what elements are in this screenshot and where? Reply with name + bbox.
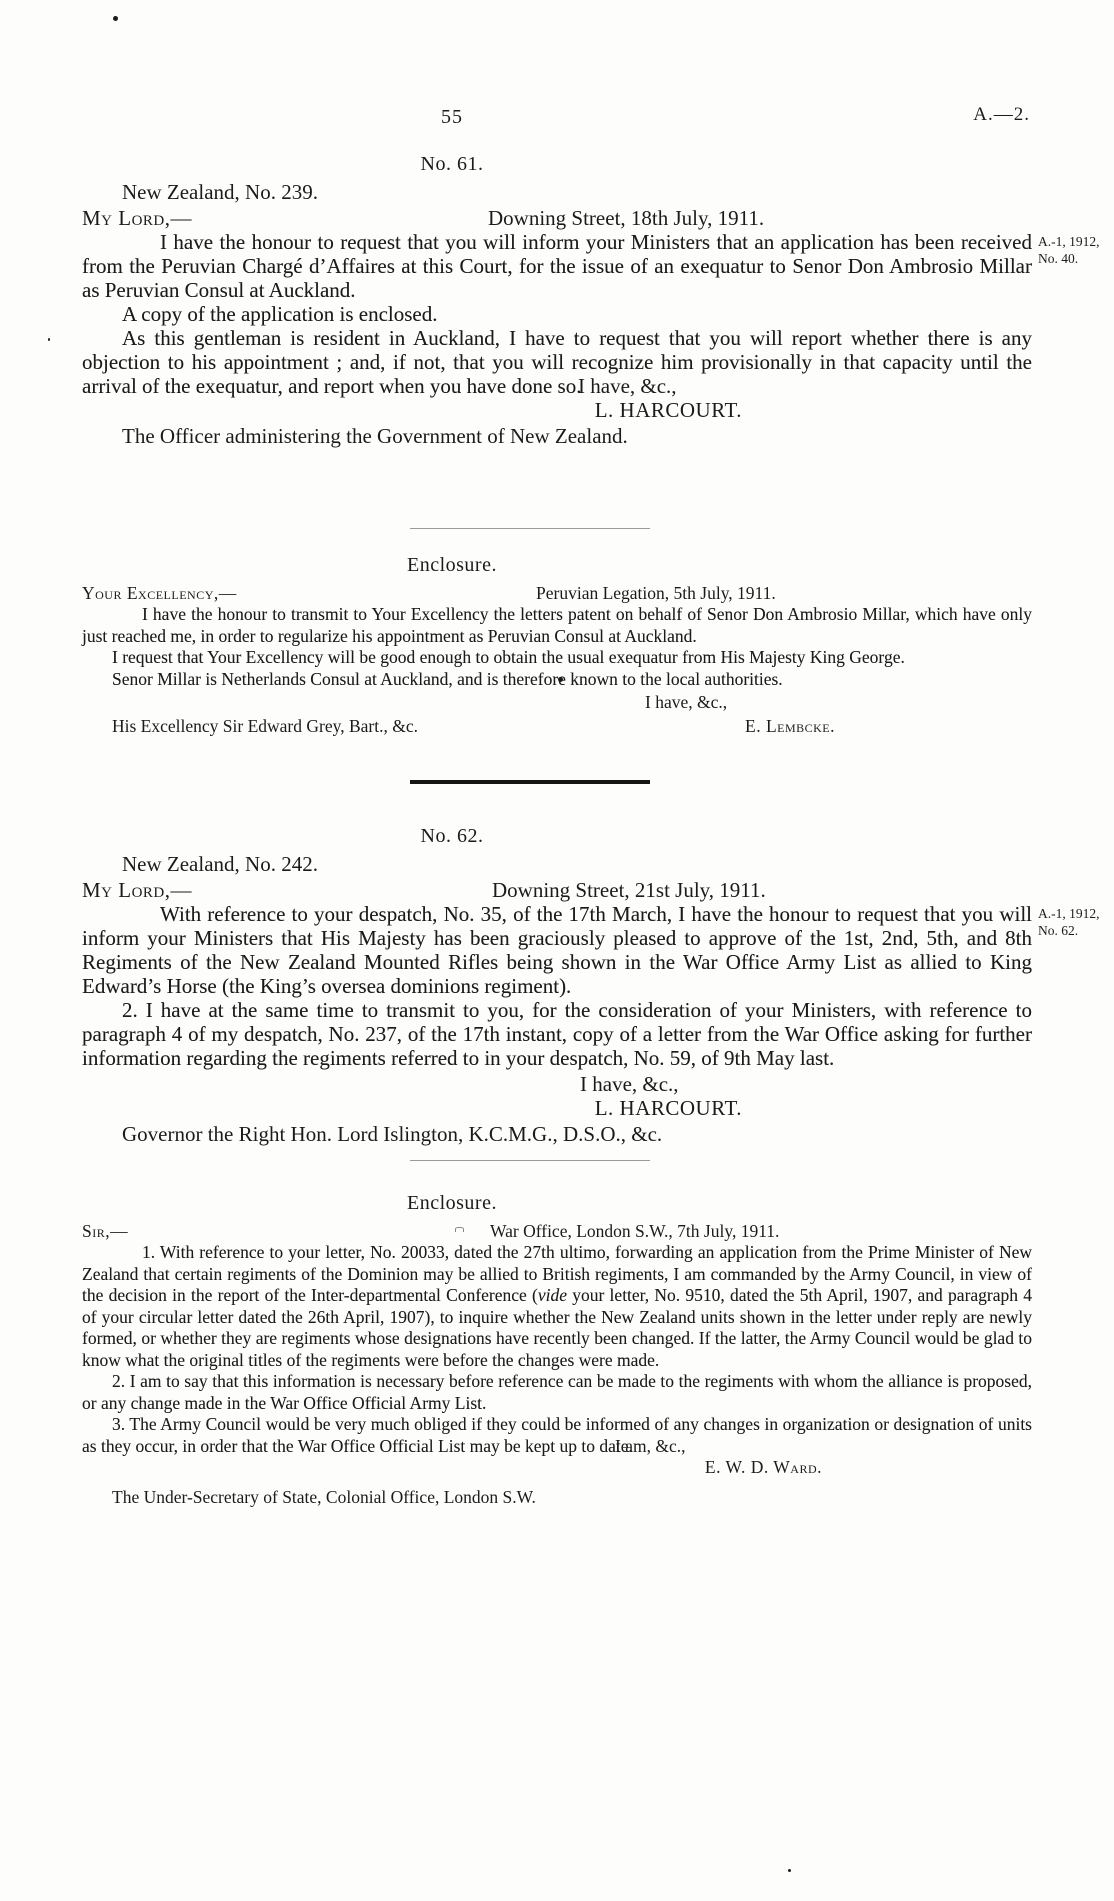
dateline: Downing Street, 21st July, 1911.	[492, 878, 766, 902]
signature: E. Lembcke.	[745, 715, 836, 736]
enclosure-62-heading: Enclosure.	[407, 1192, 497, 1214]
valediction: I have, &c.,	[645, 692, 728, 712]
enclosure-61-salute-row	[82, 583, 1032, 605]
dateline: Peruvian Legation, 5th July, 1911.	[536, 582, 776, 603]
margin-note-line: No. 40.	[1038, 251, 1079, 266]
section-divider-bold	[410, 780, 650, 784]
enclosure-62-closing-para	[82, 1414, 1032, 1457]
despatch-61-salute-row	[82, 206, 1032, 230]
despatch-61-heading: No. 61.	[420, 153, 484, 175]
despatch-61-ref: New Zealand, No. 239.	[122, 180, 318, 204]
valediction: I have, &c.,	[578, 374, 677, 398]
signature: L. HARCOURT.	[594, 398, 742, 422]
dateline: War Office, London S.W., 7th July, 1911.	[490, 1220, 780, 1241]
despatch-62-salute-row	[82, 878, 1032, 902]
despatch-62-heading: No. 62.	[420, 825, 484, 847]
scan-caret-artifact	[455, 1227, 464, 1232]
paragraph: I request that Your Excellency will be good enough to obtain the usual exequatur from His Majesty King George.	[112, 647, 905, 667]
page-content	[82, 0, 1100, 1508]
paragraph-text: your letter, No. 9510, dated the 5th April, 1907, and paragraph 4 of your circular letter dated the 26th April, 1907), to inquire whether the New Zealand units shown in the letter under reply are newly formed, or whether they are regiments whose designations have recently been changed. If the latter, the Army Council would be glad to know what the original titles of the regiments were before the changes were made.	[82, 1285, 1032, 1370]
despatch-62-body	[82, 902, 1100, 998]
paragraph	[82, 1242, 1032, 1371]
margin-note-line: No. 62.	[1038, 923, 1079, 938]
margin-note-line: A.-1, 1912,	[1038, 906, 1100, 921]
section-divider	[410, 528, 650, 529]
salutation: My Lord,—	[82, 206, 193, 230]
paragraph: 3. The Army Council would be very much obliged if they could be informed of any changes in organization or designation of units as they occur, in order that the War Office Official List may be kept up to date.	[82, 1414, 1032, 1456]
valediction: I have, &c.,	[580, 1072, 679, 1096]
addressee: Governor the Right Hon. Lord Islington, K.C.M.G., D.S.O., &c.	[122, 1122, 663, 1146]
section-divider	[410, 1160, 650, 1161]
enclosure-62	[82, 1193, 1032, 1508]
enclosure-61	[82, 555, 1032, 737]
scan-speck	[48, 338, 50, 341]
paragraph: With reference to your despatch, No. 35, of the 17th March, I have the honour to request that you will inform your Ministers that His Majesty has been graciously pleased to approve of the 1st, 2nd, 5th, and 8th Regiments of the New Zealand Mounted Rifles being shown in the War Office Army List as allied to King Edward’s Horse (the King’s oversea dominions regiment).	[82, 902, 1032, 998]
salutation: My Lord,—	[82, 878, 193, 902]
despatch-61-body	[82, 230, 1100, 302]
addressee: The Under-Secretary of State, Colonial Office, London S.W.	[112, 1486, 536, 1507]
scan-speck	[788, 1869, 791, 1872]
paragraph: A copy of the application is enclosed.	[122, 302, 438, 326]
addressee: His Excellency Sir Edward Grey, Bart., &c.	[112, 715, 418, 736]
despatch-61-closing-para	[82, 326, 1032, 398]
addressee: The Officer administering the Government of New Zealand.	[122, 424, 628, 448]
margin-note	[1038, 905, 1114, 939]
latin-term: vide	[537, 1285, 568, 1305]
paper-series-ref: A.—2.	[973, 104, 1030, 125]
enclosure-61-heading: Enclosure.	[407, 554, 497, 576]
salutation: Sir,—	[82, 1220, 129, 1241]
running-head	[82, 106, 1032, 130]
enclosure-61-sign-off	[82, 716, 1032, 738]
enclosure-62-salute-row	[82, 1221, 1032, 1243]
valediction: I am, &c.,	[615, 1435, 686, 1456]
despatch-61	[82, 152, 1100, 448]
page-number: 55	[441, 106, 463, 128]
paragraph: 2. I am to say that this information is necessary before reference can be made to the regiments with whom the alliance is proposed, or any change made in the War Office Official Army List.	[82, 1371, 1032, 1413]
signature: L. HARCOURT.	[594, 1096, 742, 1120]
margin-note	[1038, 233, 1114, 267]
paragraph: Senor Millar is Netherlands Consul at Auckland, and is therefore known to the local authorities.	[112, 668, 783, 689]
paragraph: I have the honour to transmit to Your Excellency the letters patent on behalf of Senor Don Ambrosio Millar, which have only just reached me, in order to regularize his appointment as Peruvian Consul at Auckland.	[82, 604, 1032, 646]
paragraph: I have the honour to request that you will inform your Ministers that an application has been received from the Peruvian Chargé d’Affaires at this Court, for the issue of an exequatur to Senor Don Ambrosio Millar as Peruvian Consul at Auckland.	[82, 230, 1032, 302]
margin-note-line: A.-1, 1912,	[1038, 234, 1100, 249]
despatch-62-ref: New Zealand, No. 242.	[122, 852, 318, 876]
paragraph-text: 1. With reference to your letter, No. 20033, dated the 27th ultimo, forwarding an application from the Prime Minister of New Zealand that certain regiments of the Dominion may be allied to British regiments, I am commanded by the Army Council, in view of the decision in the report of the Inter-departmental Conference (	[82, 1242, 1032, 1305]
despatch-62	[82, 824, 1100, 1146]
paragraph: As this gentleman is resident in Auckland, I have to request that you will report whether there is any objection to his appointment ; and, if not, that you will recognize him provisionally in that capacity until the arrival of the exequatur, and report when you have done so.	[82, 326, 1032, 398]
signature: E. W. D. Ward.	[704, 1457, 822, 1477]
dateline: Downing Street, 18th July, 1911.	[488, 206, 765, 230]
paragraph: 2. I have at the same time to transmit to you, for the consideration of your Ministers, with reference to paragraph 4 of my despatch, No. 237, of the 17th instant, copy of a letter from the War Office asking for further information regarding the regiments referred to in your despatch, No. 59, of 9th May last.	[82, 998, 1032, 1070]
salutation: Your Excellency,—	[82, 582, 237, 603]
